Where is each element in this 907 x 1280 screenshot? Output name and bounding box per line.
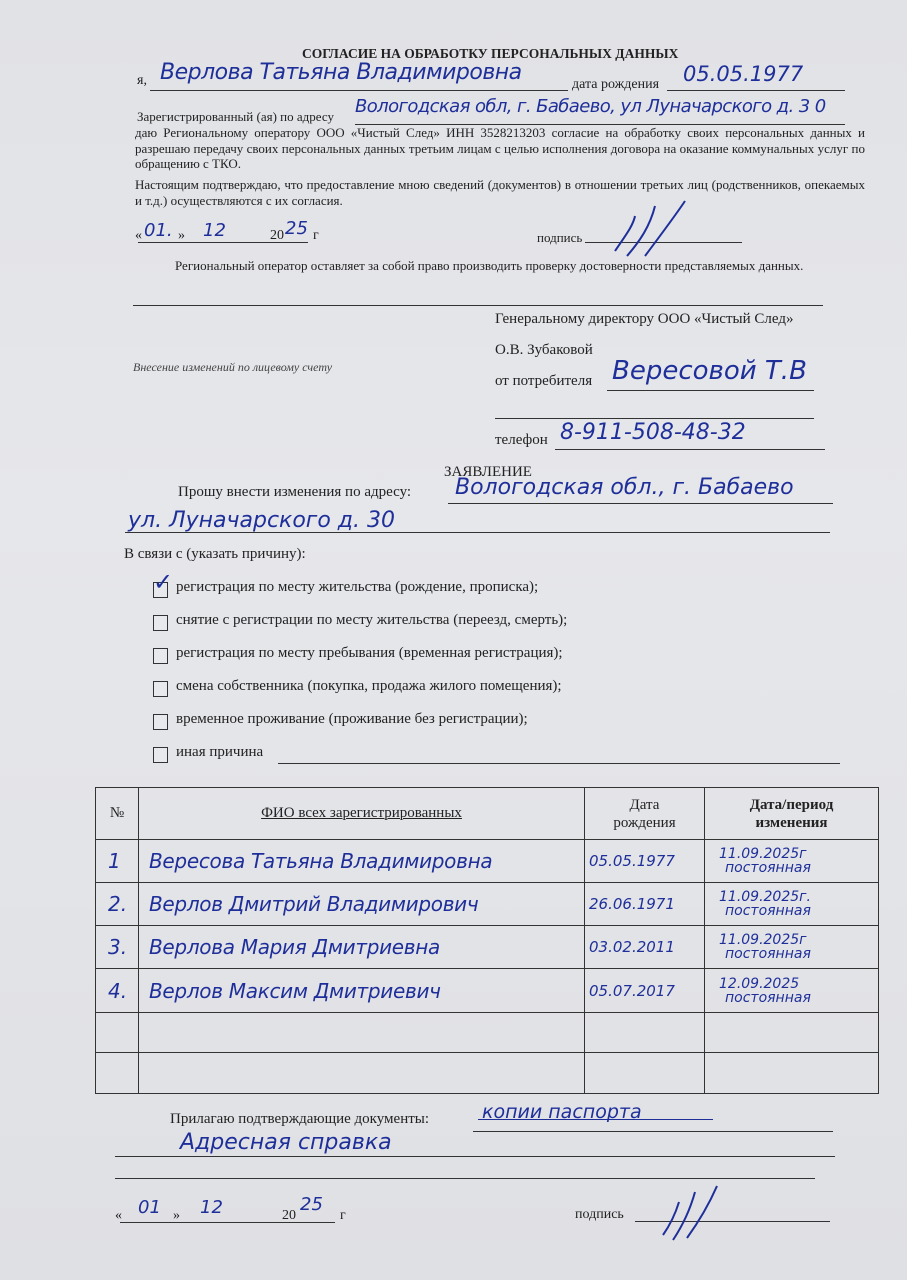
row-birth-date-text: 03.02.2011	[589, 938, 675, 956]
footer-date-open-quote: «	[115, 1208, 122, 1223]
row-change-date-text: 11.09.2025г	[719, 846, 807, 862]
row-full-name	[139, 883, 585, 926]
birth-date-handwritten: 05.05.1977	[683, 62, 804, 86]
attachments-value: Адресная справка	[180, 1130, 392, 1155]
row-change-type-text: постоянная	[725, 946, 811, 962]
reason-label: В связи с (указать причину):	[124, 546, 306, 562]
addressee-line-2: О.В. Зубаковой	[495, 342, 593, 358]
phone-handwritten: 8-911-508-48-32	[560, 420, 746, 445]
full-name-handwritten: Верлова Татьяна Владимировна	[160, 60, 522, 85]
footer-date-month: 12	[200, 1197, 223, 1218]
table-row	[96, 883, 879, 926]
row-change-date-text: 11.09.2025г	[719, 932, 807, 948]
crossed-out-stroke	[478, 1119, 713, 1120]
address-label: Зарегистрированный (ая) по адресу	[137, 109, 334, 124]
request-address-line-2: ул. Луначарского д. 30	[128, 508, 395, 533]
side-note: Внесение изменений по лицевому счету	[133, 360, 333, 374]
consent-date-open-quote: «	[135, 228, 142, 243]
row-number	[96, 969, 139, 1013]
consent-date-month: 12	[203, 220, 226, 241]
consent-title: СОГЛАСИЕ НА ОБРАБОТКУ ПЕРСОНАЛЬНЫХ ДАННЫХ	[302, 46, 679, 61]
request-address-line-1: Вологодская обл., г. Бабаево	[455, 475, 794, 500]
reason-label-3: регистрация по месту пребывания (временная регистрация);	[176, 645, 563, 661]
consent-signature-scribble	[605, 196, 695, 266]
row-number	[96, 1013, 139, 1053]
row-change-type-text: постоянная	[725, 860, 811, 876]
header-birth-date: Дата рождения	[585, 788, 705, 840]
row-change-date-text: 12.09.2025	[719, 975, 800, 992]
attachments-line-2	[115, 1156, 835, 1157]
reason-label-1: регистрация по месту жительства (рождение, прописка);	[176, 579, 539, 595]
reason-label-6: иная причина	[176, 744, 264, 760]
attachments-crossed-out: копии паспорта	[482, 1101, 642, 1123]
request-address-underline-1	[448, 503, 833, 504]
row-full-name-text: Вересова Татьяна Владимировна	[149, 849, 493, 873]
row-number-text: 3.	[108, 935, 128, 959]
from-consumer-line	[607, 390, 814, 391]
row-full-name	[139, 1013, 585, 1053]
row-change-date	[705, 840, 879, 883]
row-change-date	[705, 1053, 879, 1094]
blank-addressee-line	[495, 418, 814, 419]
row-number-text: 2.	[108, 892, 128, 916]
consent-signature-label: подпись	[537, 230, 583, 245]
row-birth-date	[585, 969, 705, 1013]
footer-date-year: 25	[300, 1194, 323, 1215]
addressee-line-1: Генеральному директору ООО «Чистый След»	[495, 311, 794, 327]
reason-checkbox-3[interactable]	[153, 648, 168, 664]
application-title: ЗАЯВЛЕНИЕ	[444, 464, 532, 480]
row-birth-date-text: 05.07.2017	[589, 981, 675, 1000]
row-change-date	[705, 1013, 879, 1053]
row-full-name	[139, 969, 585, 1013]
row-number-text: 4.	[108, 978, 128, 1003]
table-row	[96, 969, 879, 1013]
request-address-underline-2	[125, 532, 830, 533]
consent-date-line	[138, 242, 308, 243]
footer-date-day: 01	[138, 1197, 161, 1218]
reason-check-mark: ✓	[153, 568, 174, 596]
table-header-row	[96, 788, 879, 840]
row-birth-date	[585, 883, 705, 926]
row-birth-date	[585, 926, 705, 969]
row-full-name-text: Верлов Максим Дмитриевич	[149, 978, 441, 1003]
consent-date-year-prefix: 20	[270, 228, 284, 243]
row-change-date-text: 11.09.2025г.	[719, 889, 811, 905]
from-consumer-handwritten: Вересовой Т.В	[612, 356, 807, 386]
row-birth-date	[585, 1013, 705, 1053]
phone-line	[555, 449, 825, 450]
birth-date-line	[667, 90, 845, 91]
row-number-text: 1	[108, 849, 121, 873]
address-handwritten: Вологодская обл, г. Бабаево, ул Луначарского д. 3 0	[355, 96, 826, 117]
consent-date-close-quote: »	[178, 228, 185, 243]
table-row	[96, 1013, 879, 1053]
row-birth-date-text: 05.05.1977	[589, 852, 675, 870]
birth-date-label: дата рождения	[572, 77, 660, 92]
row-change-type-text: постоянная	[725, 989, 811, 1006]
consent-body-paragraph-2: Настоящим подтверждаю, что предоставление мною сведений (документов) в отношении третьих лиц (родственников, опекаемых и т.д.) осуществляются с их согласия.	[135, 177, 865, 208]
row-number	[96, 883, 139, 926]
footer-date-year-suffix: г	[340, 1208, 346, 1223]
row-birth-date	[585, 840, 705, 883]
row-change-type-text: постоянная	[725, 903, 811, 919]
consent-date-day: 01.	[144, 220, 173, 241]
footer-date-line	[120, 1222, 335, 1223]
reason-label-5: временное проживание (проживание без регистрации);	[176, 711, 528, 727]
header-number: №	[96, 788, 139, 840]
row-number	[96, 840, 139, 883]
row-change-date	[705, 969, 879, 1013]
attachments-label: Прилагаю подтверждающие документы:	[170, 1111, 430, 1127]
row-number	[96, 926, 139, 969]
residents-table	[95, 787, 879, 1094]
consent-body-paragraph-1: даю Региональному оператору ООО «Чистый След» ИНН 3528213203 согласие на обработку своих персональных данных и разрешаю передачу своих персональных данных третьим лицам с целью исполнения договора на оказание коммунальных услуг по обращению с ТКО.	[135, 125, 865, 171]
row-change-date	[705, 883, 879, 926]
table-row	[96, 840, 879, 883]
table-row	[96, 926, 879, 969]
reason-label-2: снятие с регистрации по месту жительства (переезд, смерть);	[176, 612, 568, 628]
attachments-line-1	[473, 1131, 833, 1132]
reason-checkbox-2[interactable]	[153, 615, 168, 631]
consent-date-year: 25	[285, 218, 308, 239]
row-birth-date	[585, 1053, 705, 1094]
row-change-date	[705, 926, 879, 969]
row-full-name	[139, 840, 585, 883]
from-consumer-label: от потребителя	[495, 373, 593, 389]
i-label: я,	[137, 73, 147, 88]
reason-checkbox-4[interactable]	[153, 681, 168, 697]
request-label: Прошу внести изменения по адресу:	[178, 484, 412, 500]
header-change-date: Дата/период изменения	[705, 788, 879, 840]
row-full-name	[139, 926, 585, 969]
row-number	[96, 1053, 139, 1094]
footer-signature-label: подпись	[575, 1207, 624, 1222]
footer-signature-scribble	[655, 1180, 725, 1245]
attachments-line-3	[115, 1178, 815, 1179]
row-full-name-text: Верлова Мария Дмитриевна	[149, 935, 441, 959]
reason-checkbox-5[interactable]	[153, 714, 168, 730]
reason-label-4: смена собственника (покупка, продажа жилого помещения);	[176, 678, 562, 694]
table-row	[96, 1053, 879, 1094]
operator-note: Региональный оператор оставляет за собой право производить проверку достоверности представляемых данных.	[175, 258, 804, 273]
footer-date-year-prefix: 20	[282, 1208, 296, 1223]
footer-date-close-quote: »	[173, 1208, 180, 1223]
full-name-line	[150, 90, 568, 91]
row-birth-date-text: 26.06.1971	[589, 895, 675, 913]
row-full-name-text: Верлов Дмитрий Владимирович	[149, 892, 479, 916]
section-divider	[133, 305, 823, 306]
row-full-name	[139, 1053, 585, 1094]
other-reason-line	[278, 763, 840, 764]
header-full-name: ФИО всех зарегистрированных	[139, 788, 585, 840]
consent-date-year-suffix: г	[313, 228, 319, 243]
phone-label: телефон	[495, 432, 548, 448]
reason-checkbox-6[interactable]	[153, 747, 168, 763]
